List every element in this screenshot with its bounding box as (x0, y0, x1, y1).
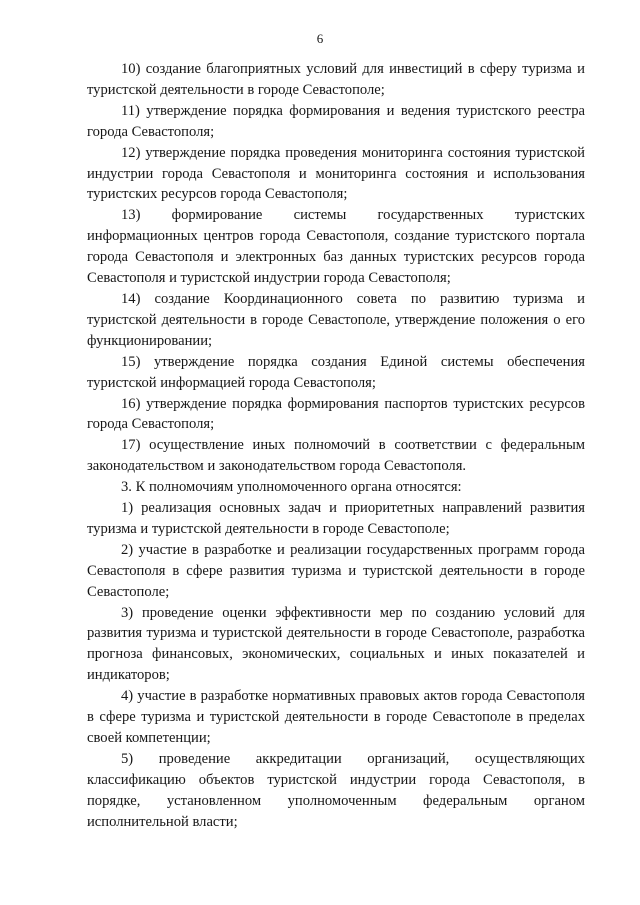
paragraph-item-10: 10) создание благоприятных условий для инвестиций в сферу туризма и туристской деятельности в городе Севастополе; (87, 61, 585, 98)
paragraph-item-13: 13) формирование системы государственных туристских информационных центров города Севастополя, создание туристского портала города Севастополя и электронных баз данных туристских ресурсов города Севастополя и туристской индустрии города Севастополя; (87, 207, 585, 287)
document-body (87, 59, 585, 833)
paragraph-item-12: 12) утверждение порядка проведения мониторинга состояния туристской индустрии города Севастополя и мониторинга состояния и использования туристских ресурсов города Севастополя; (87, 144, 585, 203)
section-3-heading: 3. К полномочиям уполномоченного органа относятся: (121, 479, 462, 496)
paragraph-authority-1: 1) реализация основных задач и приоритетных направлений развития туризма и туристской деятельности в городе Севастополе; (87, 500, 585, 537)
paragraph-authority-2: 2) участие в разработке и реализации государственных программ города Севастополя в сфере развития туризма и туристской деятельности в городе Севастополе; (87, 541, 585, 600)
paragraph-authority-5: 5) проведение аккредитации организаций, осуществляющих классификацию объектов туристской индустрии города Севастополя, в порядке, установленном уполномоченным федеральным органом исполнительной власти; (87, 750, 585, 830)
paragraph-item-14: 14) создание Координационного совета по развитию туризма и туристской деятельности в городе Севастополе, утверждение положения о его функционировании; (87, 290, 585, 349)
paragraph-item-15: 15) утверждение порядка создания Единой системы обеспечения туристской информацией города Севастополя; (87, 353, 585, 391)
paragraph-item-11: 11) утверждение порядка формирования и ведения туристского реестра города Севастополя; (87, 102, 585, 140)
paragraph-item-16: 16) утверждение порядка формирования паспортов туристских ресурсов города Севастополя; (87, 395, 585, 433)
page-number: 6 (316, 31, 324, 46)
paragraph-item-17: 17) осуществление иных полномочий в соответствии с федеральным законодательством и законодательством города Севастополя. (87, 437, 585, 475)
paragraph-authority-4: 4) участие в разработке нормативных правовых актов города Севастополя в сфере туризма и туристской деятельности в городе Севастополе в пределах своей компетенции; (87, 688, 585, 746)
paragraph-authority-3: 3) проведение оценки эффективности мер по созданию условий для развития туризма и туристской деятельности в городе Севастополе, разработка прогноза финансовых, экономических, социальных и иных показателей и индикаторов; (87, 604, 585, 684)
